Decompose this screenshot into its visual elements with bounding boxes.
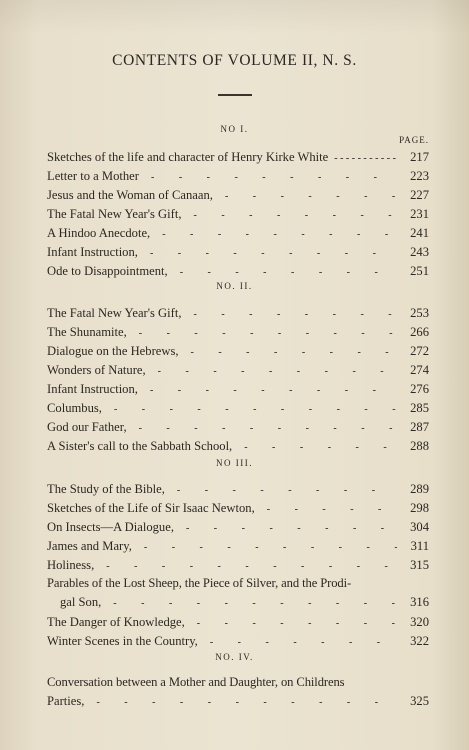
- toc-entry: [47, 306, 429, 324]
- leader-dots: [84, 693, 397, 712]
- entry-page: 272: [410, 344, 429, 358]
- entry-title-line2: Parties,: [47, 694, 85, 708]
- entry-title: Wonders of Nature,: [47, 363, 146, 377]
- toc-entry: [47, 401, 429, 419]
- entry-page: 304: [410, 520, 429, 534]
- leader-dots: [174, 523, 397, 534]
- toc-entry: [47, 482, 429, 500]
- toc-entry-multiline: [47, 673, 429, 712]
- entry-page: 241: [410, 226, 429, 240]
- entry-title-line2-row: [47, 593, 429, 613]
- section-heading-no-1: NO I.: [220, 124, 249, 134]
- entry-title: Infant Instruction,: [47, 245, 138, 259]
- toc-entry: [47, 245, 429, 263]
- leader-dots: [179, 347, 398, 358]
- toc-entry: [47, 264, 429, 282]
- entry-page: 253: [410, 306, 429, 320]
- leader-dots: [185, 618, 397, 629]
- entry-title: Jesus and the Woman of Canaan,: [47, 188, 213, 202]
- leader-dots: [101, 594, 397, 613]
- toc-entry-multiline: [47, 574, 429, 613]
- leader-dots: [168, 267, 397, 278]
- entry-page: 315: [410, 558, 429, 572]
- entry-page: 322: [410, 634, 429, 648]
- page-title: CONTENTS OF VOLUME II, N. S.: [112, 52, 357, 69]
- entry-title-line2-row: [47, 692, 429, 712]
- toc-entry: [47, 539, 429, 557]
- entry-title: The Fatal New Year's Gift,: [47, 306, 182, 320]
- entry-title: James and Mary,: [47, 539, 132, 553]
- toc-entry: [47, 634, 429, 652]
- entry-page: 217: [410, 150, 429, 164]
- entry-page: 266: [410, 325, 429, 339]
- entry-title: Sketches of the Life of Sir Isaac Newton,: [47, 501, 255, 515]
- entry-title: The Study of the Bible,: [47, 482, 165, 496]
- entry-title-line1: Parables of the Lost Sheep, the Piece of Silver, and the Prodi-: [47, 576, 352, 590]
- leader-dots: [146, 366, 397, 377]
- entry-title: The Danger of Knowledge,: [47, 615, 185, 629]
- leader-dots: [232, 442, 397, 453]
- entry-title: Sketches of the life and character of Henry Kirke White: [47, 150, 329, 164]
- page-column-header: PAGE.: [399, 135, 429, 145]
- entry-page: 285: [410, 401, 429, 415]
- entry-page: 316: [410, 595, 429, 609]
- entry-title: God our Father,: [47, 420, 127, 434]
- toc-entry: [47, 382, 429, 400]
- section-heading-no-3: NO III.: [216, 458, 253, 468]
- toc-entry: [47, 325, 429, 343]
- entry-title: Columbus,: [47, 401, 102, 415]
- entry-title-line2: gal Son,: [60, 595, 102, 609]
- entry-title: The Fatal New Year's Gift,: [47, 207, 182, 221]
- toc-entry: [47, 439, 429, 457]
- leader-dots: [165, 485, 397, 496]
- entry-title: A Sister's call to the Sabbath School,: [47, 439, 233, 453]
- entry-title: Letter to a Mother: [47, 169, 139, 183]
- toc-entry: [47, 363, 429, 381]
- toc-entry: [47, 520, 429, 538]
- leader-dots: [94, 561, 397, 572]
- leader-dots: [127, 328, 397, 339]
- leader-dots: [181, 210, 397, 221]
- entry-page: 298: [410, 501, 429, 515]
- entry-page: 289: [410, 482, 429, 496]
- entry-page: 251: [410, 264, 429, 278]
- leader-dots: [127, 423, 397, 434]
- leader-dots: [328, 153, 397, 164]
- entry-title: Dialogue on the Hebrews,: [47, 344, 179, 358]
- entry-page: 223: [410, 169, 429, 183]
- toc-entry: [47, 150, 429, 168]
- toc-entry: [47, 501, 429, 519]
- leader-dots: [138, 385, 397, 396]
- leader-dots: [132, 542, 397, 553]
- entry-page: 288: [410, 439, 429, 453]
- leader-dots: [102, 404, 397, 415]
- entry-title: A Hindoo Anecdote,: [47, 226, 151, 240]
- leader-dots: [181, 309, 397, 320]
- entry-title: Winter Scenes in the Country,: [47, 634, 198, 648]
- entry-title: On Insects—A Dialogue,: [47, 520, 174, 534]
- entry-page: 325: [410, 694, 429, 708]
- entry-title: The Shunamite,: [47, 325, 127, 339]
- entry-page: 287: [410, 420, 429, 434]
- leader-dots: [255, 504, 397, 515]
- toc-entry: [47, 420, 429, 438]
- section-heading-no-2: NO. II.: [216, 281, 253, 291]
- section-heading-no-4: NO. IV.: [215, 652, 254, 662]
- toc-entry: [47, 169, 429, 187]
- entry-title: Infant Instruction,: [47, 382, 138, 396]
- entry-title: Ode to Disappointment,: [47, 264, 168, 278]
- leader-dots: [139, 172, 397, 183]
- toc-entry: [47, 207, 429, 225]
- toc-entry: [47, 226, 429, 244]
- leader-dots: [213, 191, 397, 202]
- entry-page: 243: [410, 245, 429, 259]
- entry-page: 227: [410, 188, 429, 202]
- entry-page: 320: [410, 615, 429, 629]
- entry-page: 276: [410, 382, 429, 396]
- leader-dots: [198, 637, 397, 648]
- toc-entry: [47, 344, 429, 362]
- entry-page: 274: [410, 363, 429, 377]
- toc-entry: [47, 188, 429, 206]
- leader-dots: [138, 248, 397, 259]
- entry-title: Holiness,: [47, 558, 95, 572]
- entry-page: 311: [410, 539, 429, 553]
- leader-dots: [150, 229, 397, 240]
- entry-page: 231: [410, 207, 429, 221]
- toc-entry: [47, 615, 429, 633]
- entry-title-line1: Conversation between a Mother and Daughter, on Childrens: [47, 675, 345, 689]
